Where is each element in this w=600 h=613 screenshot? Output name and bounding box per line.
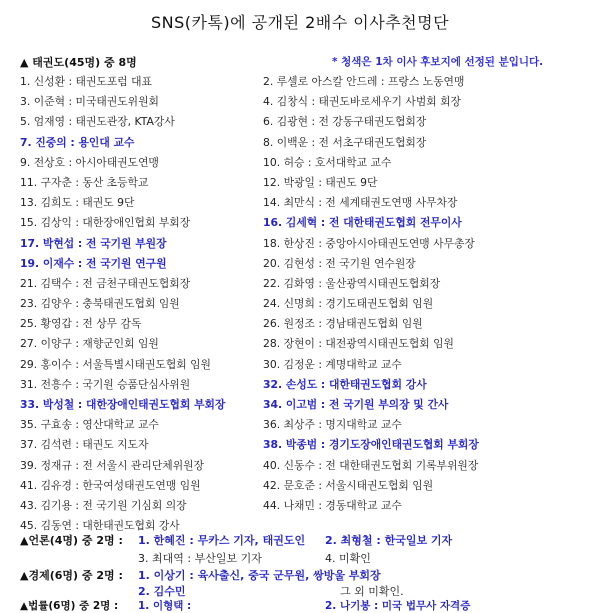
candidate-entry: 34. 이고범 : 전 국기원 부의장 및 간사 xyxy=(263,398,449,411)
table-row xyxy=(20,496,595,516)
table-row xyxy=(20,395,595,415)
table-row xyxy=(20,274,595,294)
candidate-entry: 38. 박종범 : 경기도장애인태권도협회 부회장 xyxy=(263,438,479,452)
candidate-entry: 1. 신성환 : 태권도포럼 대표 xyxy=(20,75,152,88)
candidate-entry: 36. 최상주 : 명지대학교 교수 xyxy=(263,418,402,432)
candidate-entry: 37. 김석련 : 태권도 지도자 xyxy=(20,438,149,452)
table-row xyxy=(20,334,595,354)
law-item-2: 2. 나기봉 : 미국 법무사 자격증 xyxy=(325,600,471,612)
candidate-entry: 22. 김화영 : 울산광역시태권도협회장 xyxy=(263,276,441,290)
table-row xyxy=(20,193,595,213)
candidate-entry: 9. 전상호 : 아시아태권도연맹 xyxy=(20,155,159,169)
table-row xyxy=(20,112,595,132)
candidate-entry: 25. 황영갑 : 전 상무 감독 xyxy=(20,317,142,331)
page-title: SNS(카톡)에 공개된 2배수 이사추천명단 xyxy=(150,13,450,32)
candidate-entry: 27. 이양구 : 재향군인회 임원 xyxy=(20,337,159,351)
candidate-entry: 35. 구효송 : 영산대학교 교수 xyxy=(20,418,159,432)
media-item-2: 2. 최형철 : 한국일보 기자 xyxy=(325,534,453,547)
candidate-entry: 15. 김상익 : 대한장애인협회 부회장 xyxy=(20,216,191,230)
table-row xyxy=(20,375,595,395)
candidate-entry: 19. 이재수 : 전 국기원 연구원 xyxy=(20,256,167,270)
economy-heading: ▲경제(6명) 중 2명 : xyxy=(20,569,123,582)
law-item-1: 1. 이형택 : xyxy=(138,600,192,612)
table-row xyxy=(20,355,595,375)
candidate-entry: 4. 김창식 : 태권도바로세우기 사범회 회장 xyxy=(263,95,461,109)
table-row xyxy=(20,153,595,173)
candidate-entry: 10. 허승 : 호서대학교 교수 xyxy=(263,155,392,169)
candidate-entry: 8. 이백운 : 전 서초구태권도협회장 xyxy=(263,135,427,149)
candidate-entry: 7. 진중의 : 용인대 교수 xyxy=(20,135,135,149)
candidate-entry: 21. 김택수 : 전 금천구태권도협회장 xyxy=(20,276,191,290)
media-item-4: 4. 미확인 xyxy=(325,552,371,565)
table-row xyxy=(20,213,595,233)
candidate-entry: 29. 홍이수 : 서울특별시태권도협회 임원 xyxy=(20,357,211,371)
candidate-entry: 13. 김희도 : 태권도 9단 xyxy=(20,196,135,210)
candidate-entry: 28. 장현이 : 대전광역시태권도협회 임원 xyxy=(263,337,454,351)
table-row xyxy=(20,456,595,476)
candidate-entry: 31. 전흥수 : 국기원 승품단심사위원 xyxy=(20,377,191,391)
candidate-entry: 12. 박광일 : 태권도 9단 xyxy=(263,175,378,189)
economy-item-1: 1. 이상기 : 육사출신, 중국 군무원, 쌍방울 부회장 xyxy=(138,569,381,582)
candidate-entry: 30. 김정운 : 계명대학교 교수 xyxy=(263,357,402,371)
candidate-entry: 26. 원정조 : 경남태권도협회 임원 xyxy=(263,317,423,331)
candidate-entry: 41. 김유경 : 한국여성태권도연맹 임원 xyxy=(20,478,201,492)
media-item-3: 3. 최대역 : 부산일보 기자 xyxy=(138,552,262,565)
candidate-entry: 23. 김양우 : 충북태권도협회 임원 xyxy=(20,297,180,311)
table-row xyxy=(20,92,595,112)
candidate-entry: 2. 루셀로 아스칼 안드레 : 프랑스 노동연맹 xyxy=(263,75,465,88)
candidate-entry: 24. 신명희 : 경기도태권도협회 임원 xyxy=(263,297,434,311)
law-heading: ▲법률(6명) 중 2명 : xyxy=(20,600,119,612)
legend-note: * 청색은 1차 이사 후보지에 선정된 분입니다. xyxy=(332,56,544,68)
table-row xyxy=(20,254,595,274)
candidate-entry: 32. 손성도 : 대한태권도협회 강사 xyxy=(263,377,427,391)
table-row xyxy=(20,476,595,496)
candidate-entry: 42. 문호준 : 서울시태권도협회 임원 xyxy=(263,478,434,492)
table-row xyxy=(20,415,595,435)
table-row xyxy=(20,234,595,254)
table-row xyxy=(20,314,595,334)
taekwondo-heading: ▲ 태권도(45명) 중 8명 xyxy=(20,56,137,69)
table-row xyxy=(20,294,595,314)
candidate-entry: 3. 이준혁 : 미국태권도위원회 xyxy=(20,95,159,109)
candidate-entry: 40. 신동수 : 전 대한태권도협회 기록부위원장 xyxy=(263,458,479,472)
media-item-1: 1. 한혜진 : 무카스 기자, 태권도인 xyxy=(138,534,306,547)
table-row xyxy=(20,173,595,193)
candidate-entry: 16. 김세혁 : 전 대한태권도협회 전무이사 xyxy=(263,216,462,230)
candidate-entry: 20. 김현성 : 전 국기원 연수원장 xyxy=(263,256,416,270)
economy-rest: 그 외 미확인. xyxy=(340,585,404,598)
candidate-entry: 44. 나채민 : 경동대학교 교수 xyxy=(263,498,402,512)
taekwondo-list xyxy=(20,72,595,536)
table-row xyxy=(20,72,595,92)
candidate-entry: 14. 최만식 : 전 세계태권도연맹 사무차장 xyxy=(263,196,458,210)
candidate-entry: 39. 정재규 : 전 서울시 관리단체위원장 xyxy=(20,458,204,472)
candidate-entry: 45. 김동연 : 대한태권도협회 강사 xyxy=(20,519,180,533)
table-row xyxy=(20,435,595,455)
economy-item-2: 2. 김수민 xyxy=(138,585,186,598)
candidate-entry: 11. 구자춘 : 동산 초등학교 xyxy=(20,175,149,189)
candidate-entry: 6. 김광현 : 전 강동구태권도협회장 xyxy=(263,115,427,129)
candidate-entry: 43. 김기용 : 전 국기원 기심회 의장 xyxy=(20,498,187,512)
candidate-entry: 18. 한상진 : 중앙아시아태권도연맹 사무총장 xyxy=(263,236,475,250)
table-row xyxy=(20,133,595,153)
candidate-entry: 33. 박성철 : 대한장애인태권도협회 부회장 xyxy=(20,398,226,411)
candidate-entry: 17. 박현섭 : 전 국기원 부원장 xyxy=(20,236,167,250)
media-heading: ▲언론(4명) 중 2명 : xyxy=(20,534,123,547)
candidate-entry: 5. 엄재영 : 태권도관장, KTA강사 xyxy=(20,115,175,129)
